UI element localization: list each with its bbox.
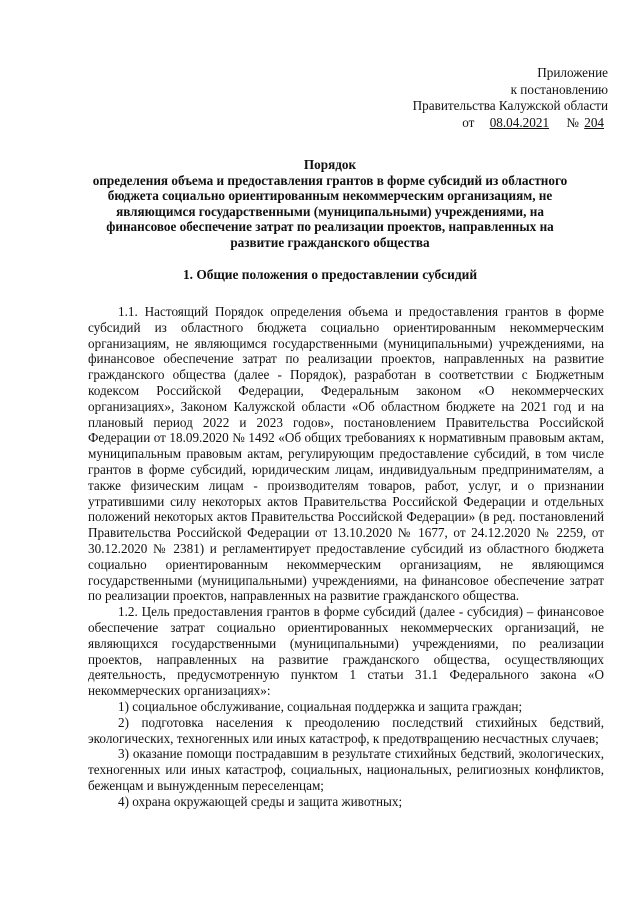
appendix-line-1: Приложение (537, 65, 608, 80)
resolution-number: 204 (584, 114, 604, 130)
paragraph-1-2: 1.2. Цель предоставления грантов в форме субсидий (далее - субсидия) – финансовое обеспечение затрат социально ориентированных некоммерческих организаций, не являющихся государственными (муниципальными) учреждениями, по реализации проектов, направленных на развитие гражданского общества, осуществляющих деятельность, предусмотренную пунктом 1 статьи 31.1 Федерального закона «О некоммерческих организациях»: (88, 604, 604, 699)
resolution-date: 08.04.2021 (489, 114, 550, 130)
appendix-header (413, 65, 608, 131)
title-text: определения объема и предоставления грантов в форме субсидий из областного бюджета социально ориентированным некоммерческим организациям, не являющимся государственными (муниципальными) учреждениями, на финансовое обеспечение затрат по реализации проектов, направленных на развитие гражданского общества (92, 172, 568, 250)
appendix-date-line (413, 115, 608, 132)
number-label: № (566, 114, 579, 130)
document-body (88, 304, 604, 810)
title-heading: Порядок (303, 157, 357, 172)
list-item: 2) подготовка населения к преодолению последствий стихийных бедствий, экологических, техногенных или иных катастроф, к предотвращению несчастных случаев; (88, 714, 604, 746)
document-title (80, 157, 580, 251)
paragraph-1-1: 1.1. Настоящий Порядок определения объема и предоставления грантов в форме субсидий из областного бюджета социально ориентированным некоммерческим организациям, не являющимся государственными (муниципальными) учреждениями, на финансовое обеспечение затрат по реализации проектов, направленных на развитие гражданского общества (далее - Порядок), разработан в соответствии с Бюджетным кодексом Российской Федерации, Федеральным законом «О некоммерческих организациях», Законом Калужской области «Об областном бюджете на 2021 год и на плановый период 2022 и 2023 годов», постановлением Правительства Российской Федерации от 18.09.2020 № 1492 «Об общих требованиях к нормативным правовым актам, муниципальным правовым актам, регулирующим предоставление субсидий, в том числе грантов в форме субсидий, юридическим лицам, индивидуальным предпринимателям, а также физическим лицам - производителям товаров, работ, услуг, и о признании утратившими силу некоторых актов Правительства Российской Федерации и отдельных положений некоторых актов Правительства Российской Федерации» (в ред. постановлений Правительства Российской Федерации от 13.10.2020 № 1677, от 24.12.2020 № 2259, от 30.12.2020 № 2381) и регламентирует предоставление субсидий из областного бюджета социально ориентированным некоммерческим организациям, не являющимся государственными (муниципальными) учреждениями, на финансовое обеспечение затрат по реализации проектов, направленных на развитие гражданского общества. (88, 304, 604, 604)
appendix-line-3: Правительства Калужской области (412, 98, 608, 114)
list-item: 4) охрана окружающей среды и защита животных; (118, 793, 403, 809)
list-item: 1) социальное обслуживание, социальная поддержка и защита граждан; (118, 698, 523, 714)
list-item: 3) оказание помощи пострадавшим в результате стихийных бедствий, экологических, техногенных или иных катастроф, социальных, национальных, религиозных конфликтов, беженцам и вынужденным переселенцам; (88, 746, 604, 793)
appendix-line-2: к постановлению (510, 81, 608, 97)
section-heading: 1. Общие положения о предоставлении субсидий (182, 267, 478, 282)
from-label: от (462, 114, 475, 130)
